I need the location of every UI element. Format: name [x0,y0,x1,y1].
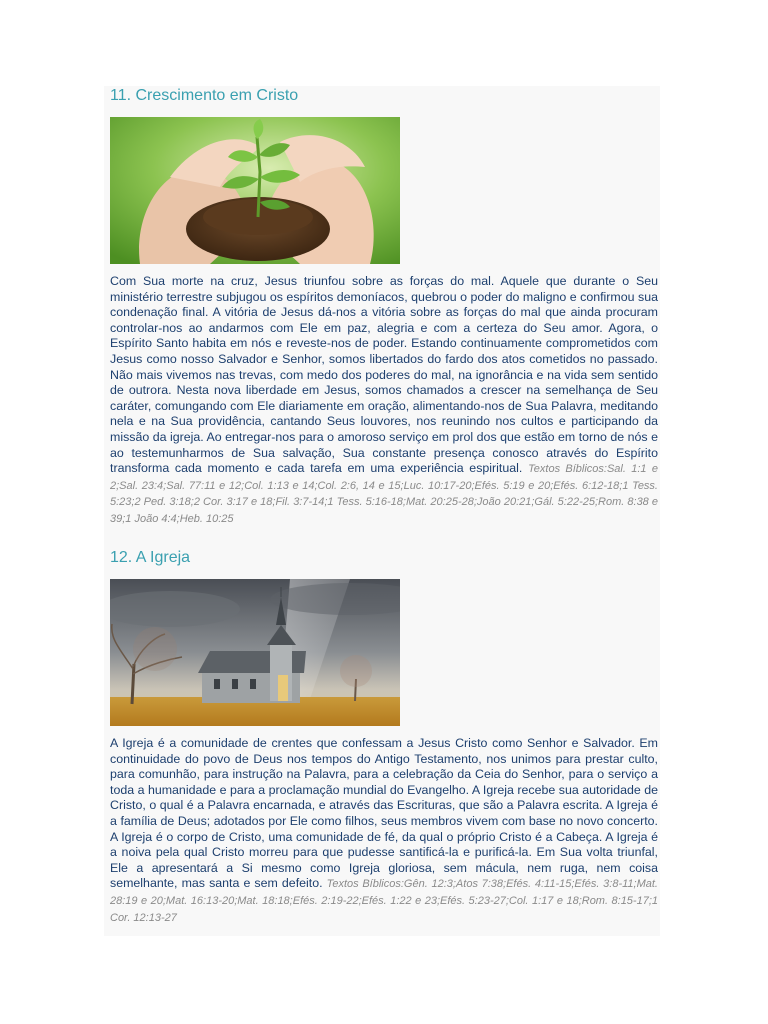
section-igreja [110,548,658,926]
body-text: A Igreja é a comunidade de crentes que confessam a Jesus Cristo como Senhor e Salvador. Em continuidade do povo de Deus nos tempos do Antigo Testamento, nos unimos para prestar culto, para comunhão, para instrução na Palavra, para a celebração da Ceia do Senhor, para o serviço a toda a humanidade e para a proclamação mundial do Evangelho. A Igreja recebe sua autoridade de Cristo, o qual é a Palavra encarnada, e através das Escrituras, que são a Palavra escrita. A Igreja é a família de Deus; adotados por Ele como filhos, seus membros vivem com base no novo concerto. A Igreja é o corpo de Cristo, uma comunidade de fé, da qual o próprio Cristo é a Cabeça. A Igreja é a noiva pela qual Cristo morreu para que pudesse santificá-la e purificá-la. Em Sua volta triunfal, Ele a apresentará a Si mesmo como Igreja gloriosa, sem mácula, nem ruga, nem coisa semelhante, mas santa e sem defeito. [110,736,658,891]
bible-references: Textos Bíblicos:Sal. 1:1 e 2;Sal. 23:4;Sal. 77:11 e 12;Col. 1:13 e 14;Col. 2:6, 14 e 15;Luc. 10:17-20;Efés. 5:19 e 20;Efés. 6:12-18;1 Tess. 5:23;2 Ped. 3:18;2 Cor. 3:17 e 18;Fil. 3:7-14;1 Tess. 5:16-18;Mat. 20:25-28;João 20:21;Gál. 5:22-25;Rom. 8:38 e 39;1 João 4:4;Heb. 10:25 [110,463,658,525]
body-text: Com Sua morte na cruz, Jesus triunfou sobre as forças do mal. Aquele que durante o Seu ministério terrestre subjugou os espíritos demoníacos, quebrou o poder do maligno e confirmou sua condenação final. A vitória de Jesus dá-nos a vitória sobre as forças do mal que ainda procuram controlar-nos ao andarmos com Ele em paz, alegria e com a certeza do Seu amor. Agora, o Espírito Santo habita em nós e reveste-nos de poder. Estando continuamente comprometidos com Jesus como nosso Salvador e Senhor, somos libertados do fardo dos atos cometidos no passado. Não mais vivemos nas trevas, com medo dos poderes do mal, na ignorância e na vida sem sentido de outrora. Nesta nova liberdade em Jesus, somos chamados a crescer na semelhança de Seu caráter, comungando com Ele diariamente em oração, alimentando-nos de Sua Palavra, meditando nela e na Sua providência, cantando Seus louvores, nos reunindo nos cultos e participando da missão da igreja. Ao entregar-nos para o amoroso serviço em prol dos que estão em torno de nós e ao testemunharmos de Sua salvação, Sua constante presença conosco através do Espírito transforma cada momento e cada tarefa em uma experiência espiritual. [110,274,658,476]
seedling-image [110,117,400,264]
section-body [110,736,658,926]
section-crescimento [110,86,658,528]
section-heading: 12. A Igreja [110,549,191,566]
section-body [110,274,658,528]
bible-references: Textos Bíblicos:Gên. 12:3;Atos 7:38;Efés. 4:11-15;Efés. 3:8-11;Mat. 28:19 e 20;Mat. 16:13-20;Mat. 18:18;Efés. 2:19-22;Efés. 1:22 e 23;Efés. 5:23-27;Col. 1:17 e 18;Rom. 8:15-17;1 Cor. 12:13-27 [110,878,658,924]
section-heading: 11. Crescimento em Cristo [110,87,299,104]
church-image [110,579,400,726]
